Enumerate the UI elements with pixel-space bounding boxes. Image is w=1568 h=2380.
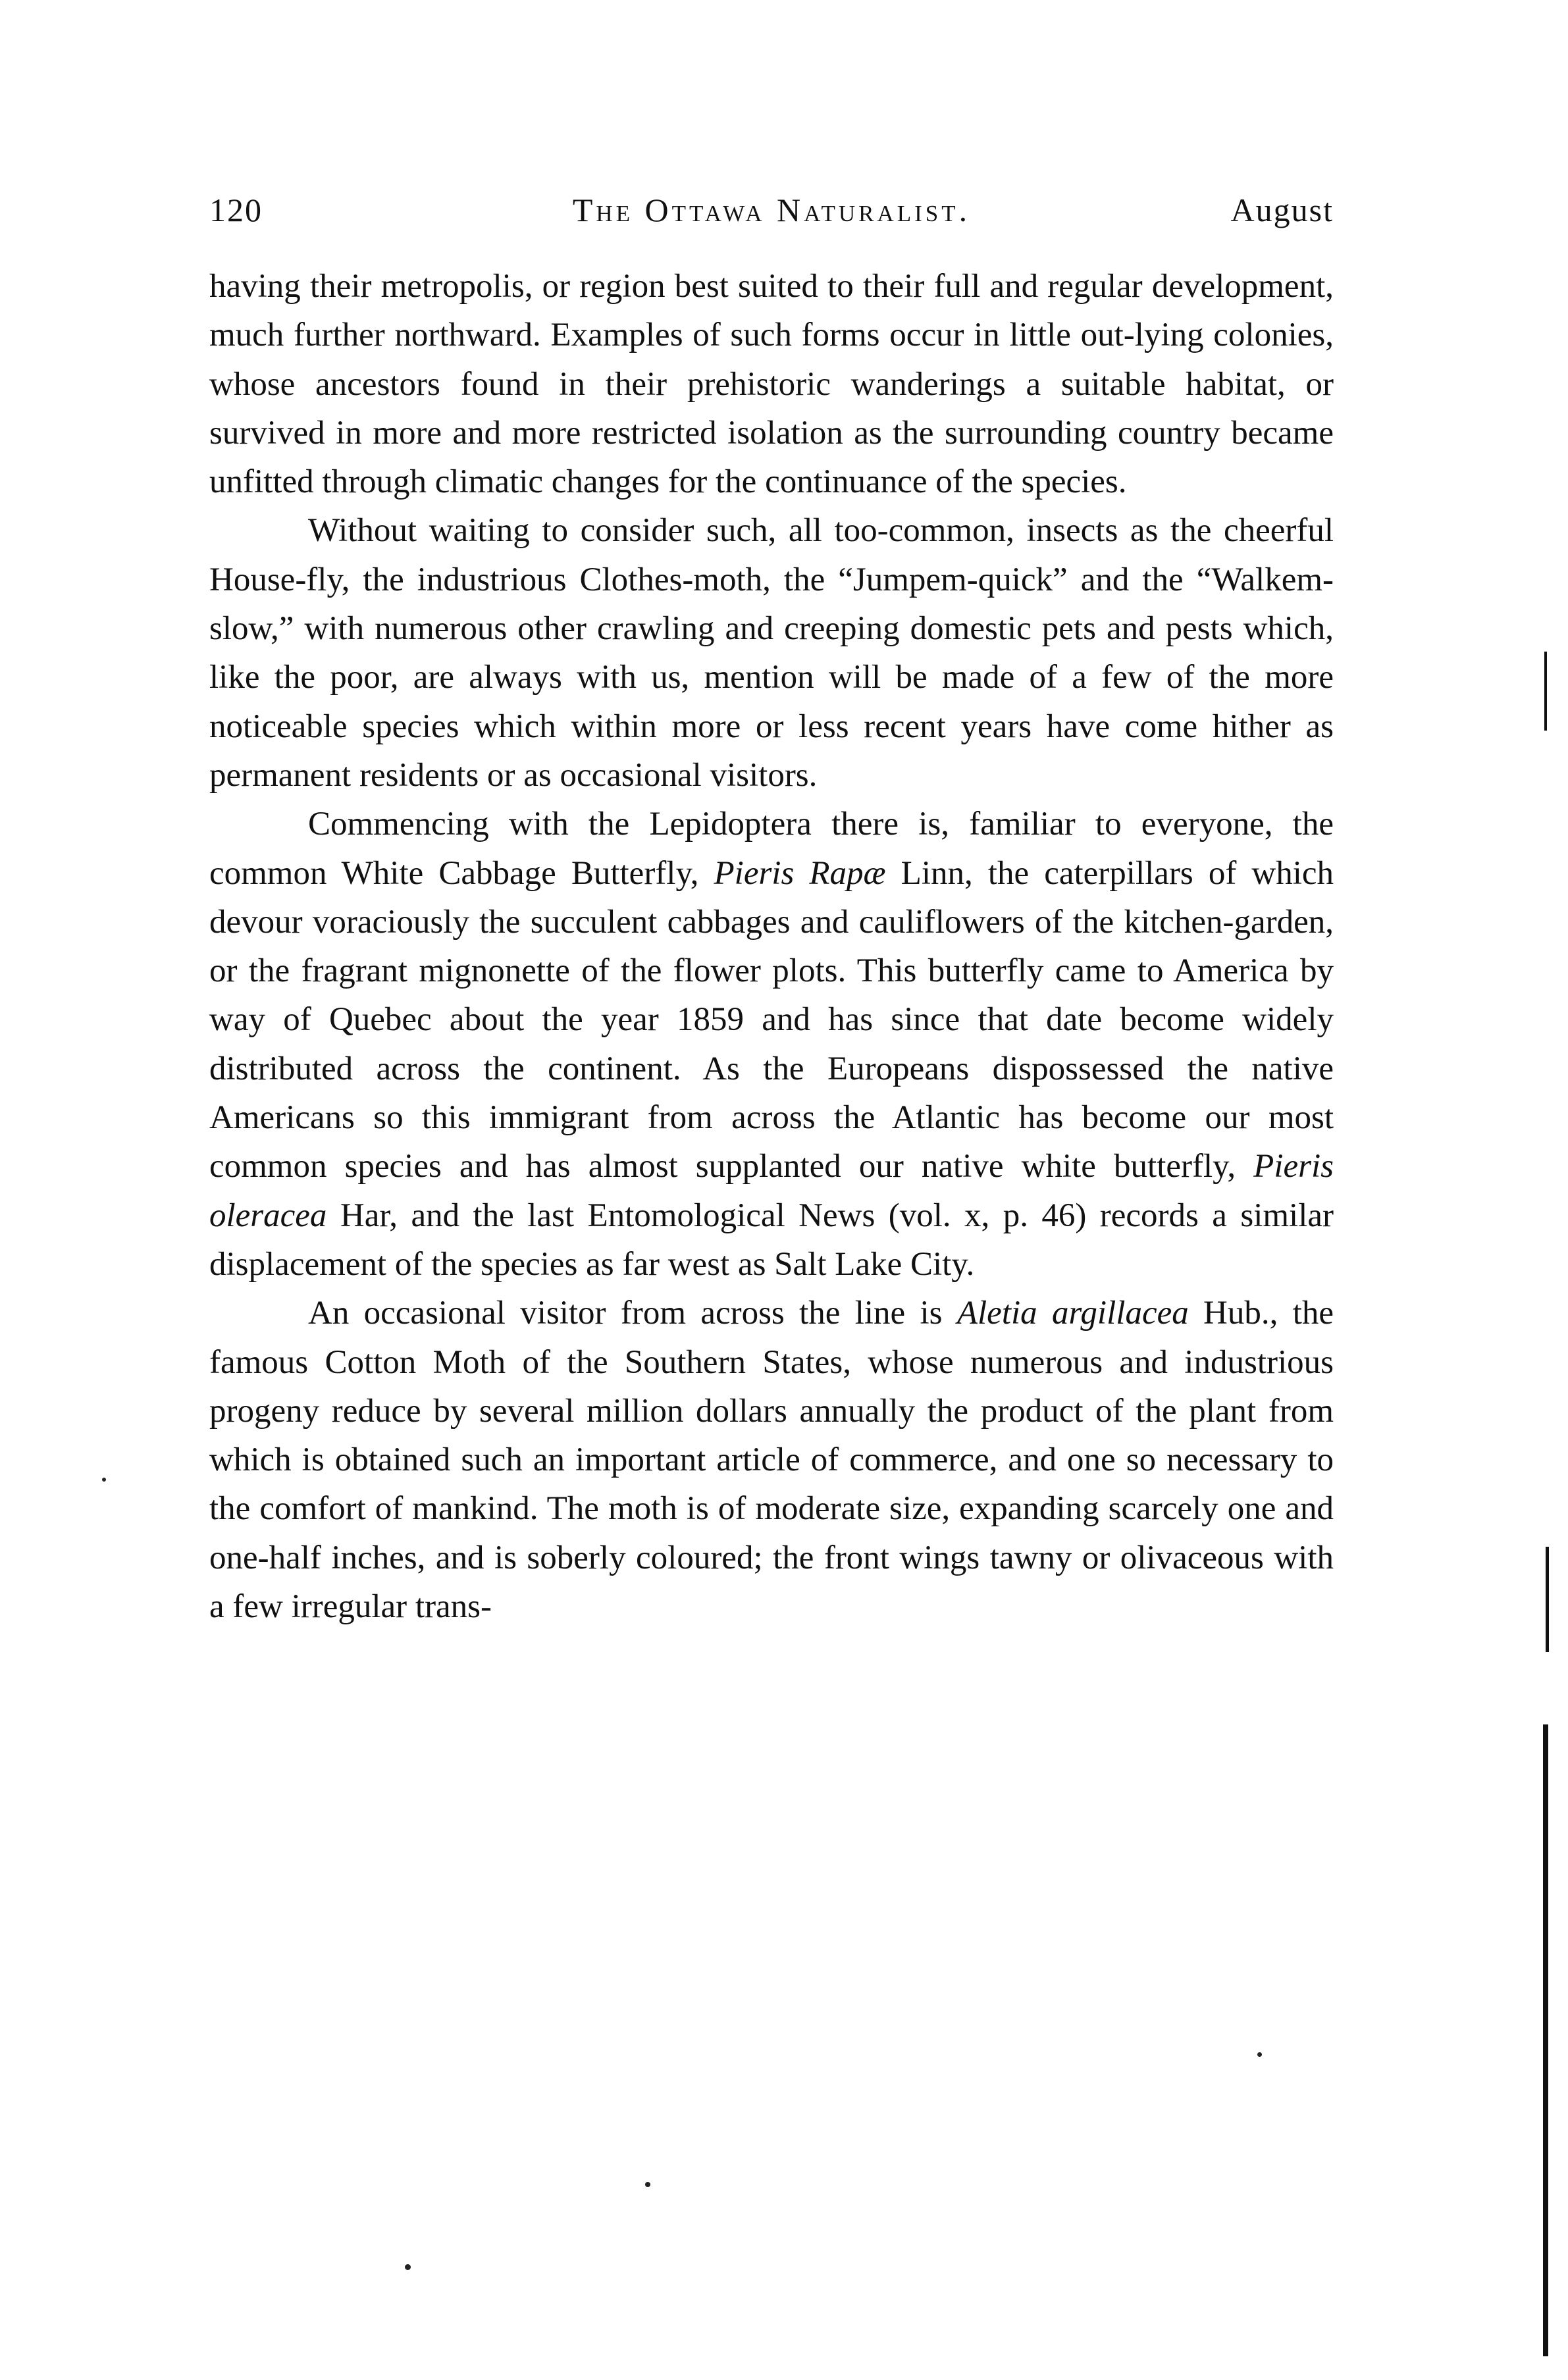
paragraph-cotton-moth: [209, 1289, 1334, 1631]
paragraph-text: Linn, the caterpillars of which devour voraciously the succulent cabbages and cauliflowers of the kitchen-garden, or the fragrant mignonette of the flower plots. This butterfly came to America by way of Quebec about the year 1859 and has since that date become widely distributed across the continent. As the Europeans dispossessed the native Americans so this immigrant from across the Atlantic has become our most common species and has almost supplanted our native white butterfly,: [209, 854, 1334, 1185]
species-name: Aletia argillacea: [956, 1295, 1189, 1332]
issue-month: August: [1230, 192, 1334, 228]
paragraph-text: Har, and the last Entomological News (vol. x, p. 46) records a similar displacement of the species as far west as Salt Lake City.: [209, 1197, 1334, 1283]
paragraph-text: having their metropolis, or region best suited to their full and regular development, much further northward. Examples of such forms occur in little out-lying colonies, whose ancestors found in their prehistoric wanderings a suitable habitat, or survived in more and more restricted isolation as the surrounding country became unfitted through climatic changes for the continuance of the species.: [209, 268, 1334, 501]
scan-speck: [645, 2182, 650, 2187]
paragraph-text: An occasional visitor from across the line is: [308, 1295, 943, 1332]
scan-speck: [102, 1478, 106, 1482]
scan-edge-mark: [1546, 1547, 1549, 1652]
paragraph-cabbage-butterfly: [209, 800, 1334, 1289]
paragraph-continuation: [209, 262, 1334, 506]
running-head: [209, 191, 1334, 244]
scan-edge-mark: [1543, 1724, 1548, 2356]
journal-title: The Ottawa Naturalist.: [572, 192, 971, 228]
scan-speck: [405, 2264, 411, 2270]
book-page: [209, 191, 1334, 1631]
scan-edge-mark: [1544, 652, 1547, 731]
species-name: Pieris oleracea: [209, 1148, 1334, 1234]
species-name: Pieris Rapæ: [714, 854, 886, 892]
scan-speck: [1257, 2052, 1262, 2057]
paragraph-domestic-pests: [209, 506, 1334, 800]
paragraph-text: Commencing with the Lepidoptera there is, familiar to everyone, the common White Cabbage Butterfly,: [209, 806, 1334, 892]
paragraph-text: Without waiting to consider such, all too-common, insects as the cheerful House-fly, the industrious Clothes-moth, the “Jumpem-quick” and the “Walkem-slow,” with numerous other crawling and creeping domestic pets and pests which, like the poor, are always with us, mention will be made of a few of the more noticeable species which within more or less recent years have come hither as permanent residents or as occasional visitors.: [209, 512, 1334, 794]
page-number: 120: [209, 192, 263, 228]
paragraph-text: Hub., the famous Cotton Moth of the Southern States, whose numerous and industrious progeny reduce by several million dollars annually the product of the plant from which is obtained such an important article of commerce, and one so necessary to the comfort of mankind. The moth is of moderate size, expanding scarcely one and one-half inches, and is soberly coloured; the front wings tawny or olivaceous with a few irregular trans-: [209, 1295, 1334, 1626]
article-body: [209, 262, 1334, 1631]
